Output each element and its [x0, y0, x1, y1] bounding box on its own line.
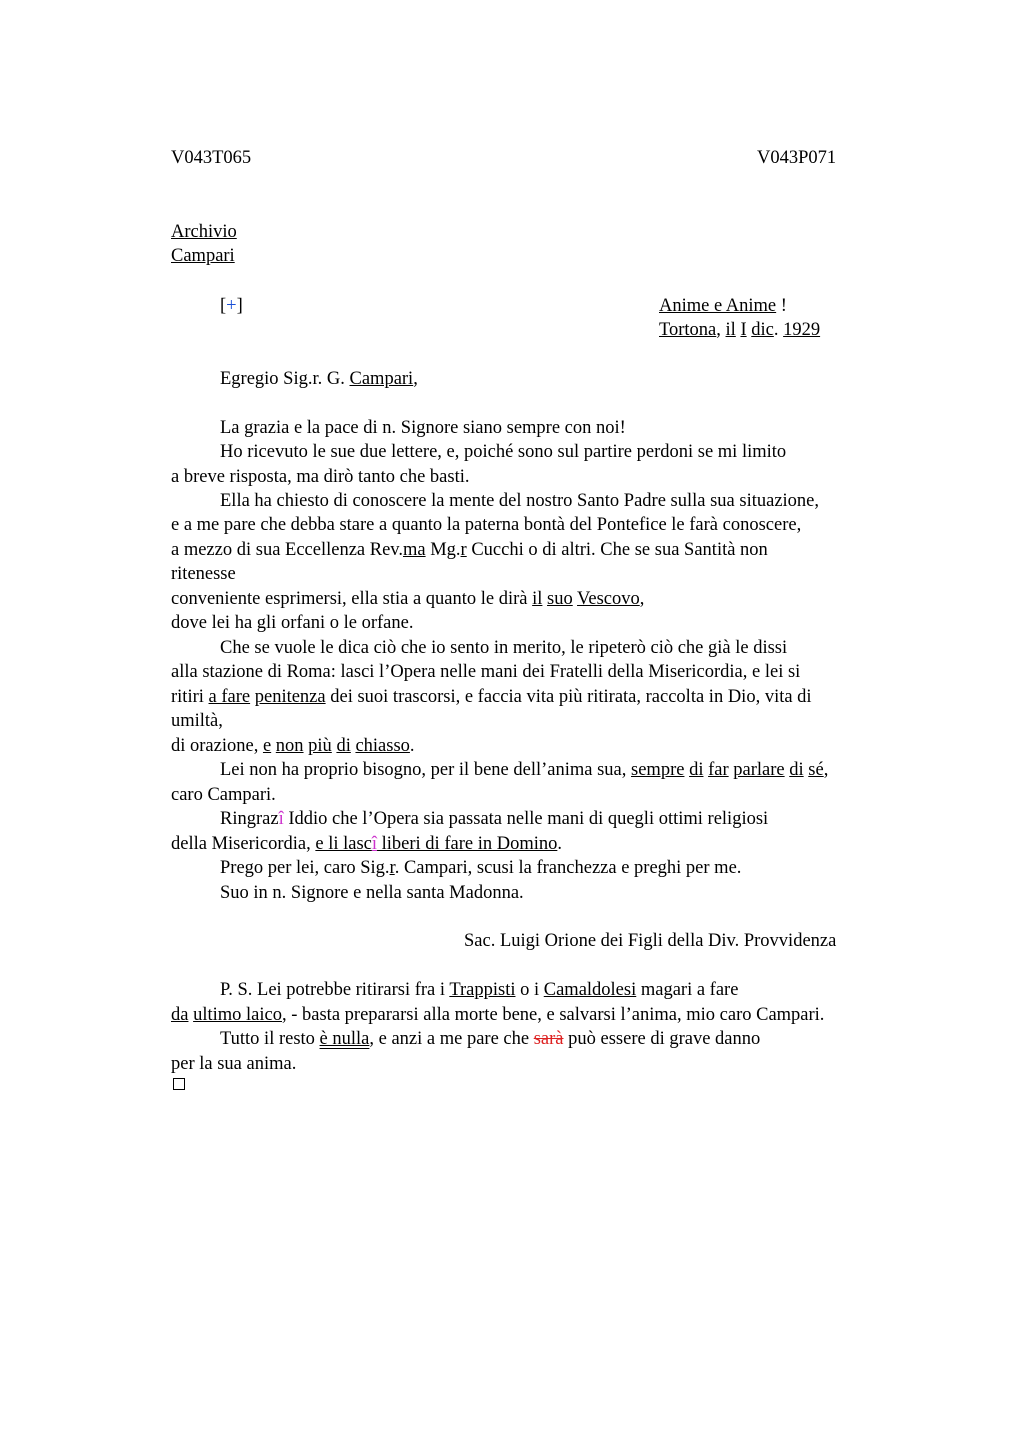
body-line: Ella ha chiesto di conoscere la mente del nostro Santo Padre sulla sua situazione,: [220, 491, 820, 511]
body-line: Ho ricevuto le sue due lettere, e, poiché sono sul partire perdoni se mi limito: [220, 442, 787, 462]
dateline: Tortona, il I dic. 1929: [659, 320, 821, 340]
body-line: di orazione, e non più di chiasso.: [171, 736, 415, 756]
body-line: a breve risposta, ma dirò tanto che basti.: [171, 467, 470, 487]
archive-label: Archivio: [171, 222, 237, 242]
body-line: La grazia e la pace di n. Signore siano sempre con noi!: [220, 418, 626, 438]
postscript-line: Tutto il resto è nulla, e anzi a me pare che sarà può essere di grave danno: [220, 1029, 761, 1049]
body-line: conveniente esprimersi, ella stia a quanto le dirà il suo Vescovo,: [171, 589, 645, 609]
motto: Anime e Anime !: [659, 296, 787, 316]
body-line: umiltà,: [171, 711, 223, 731]
document-code-left: V043T065: [171, 148, 252, 168]
cross-mark: [+]: [220, 296, 243, 316]
body-line: dove lei ha gli orfani o le orfane.: [171, 613, 414, 633]
document-code-right: V043P071: [757, 148, 837, 168]
body-line: a mezzo di sua Eccellenza Rev.ma Mg.r Cucchi o di altri. Che se sua Santità non: [171, 540, 768, 560]
end-box-icon: [173, 1078, 185, 1090]
signature: Sac. Luigi Orione dei Figli della Div. Provvidenza: [464, 931, 837, 951]
body-line: ritenesse: [171, 564, 236, 584]
body-line: caro Campari.: [171, 785, 276, 805]
struck-word: sarà: [533, 1029, 564, 1049]
body-line: alla stazione di Roma: lasci l’Opera nelle mani dei Fratelli della Misericordia, e lei si: [171, 662, 801, 682]
body-line: Lei non ha proprio bisogno, per il bene dell’anima sua, sempre di far parlare di sé,: [220, 760, 829, 780]
body-line: Suo in n. Signore e nella santa Madonna.: [220, 883, 524, 903]
salutation: Egregio Sig.r. G. Campari,: [220, 369, 418, 389]
archive-name: Campari: [171, 246, 235, 266]
body-line: Prego per lei, caro Sig.r. Campari, scusi la franchezza e preghi per me.: [220, 858, 742, 878]
body-line: Ringrazî Iddio che l’Opera sia passata nelle mani di quegli ottimi religiosi: [220, 809, 769, 829]
body-line: ritiri a fare penitenza dei suoi trascorsi, e faccia vita più ritirata, raccolta in Dio, vita di: [171, 687, 812, 707]
postscript-line: da ultimo laico, - basta prepararsi alla morte bene, e salvarsi l’anima, mio caro Campari.: [171, 1005, 825, 1025]
body-line: della Misericordia, e li lascî liberi di fare in Domino.: [171, 834, 562, 854]
body-line: e a me pare che debba stare a quanto la paterna bontà del Pontefice le farà conoscere,: [171, 515, 802, 535]
cross-icon: +: [226, 296, 237, 316]
body-line: Che se vuole le dica ciò che io sento in merito, le ripeterò ciò che già le dissi: [220, 638, 788, 658]
postscript-line: P. S. Lei potrebbe ritirarsi fra i Trappisti o i Camaldolesi magari a fare: [220, 980, 739, 1000]
postscript-line: per la sua anima.: [171, 1054, 297, 1074]
